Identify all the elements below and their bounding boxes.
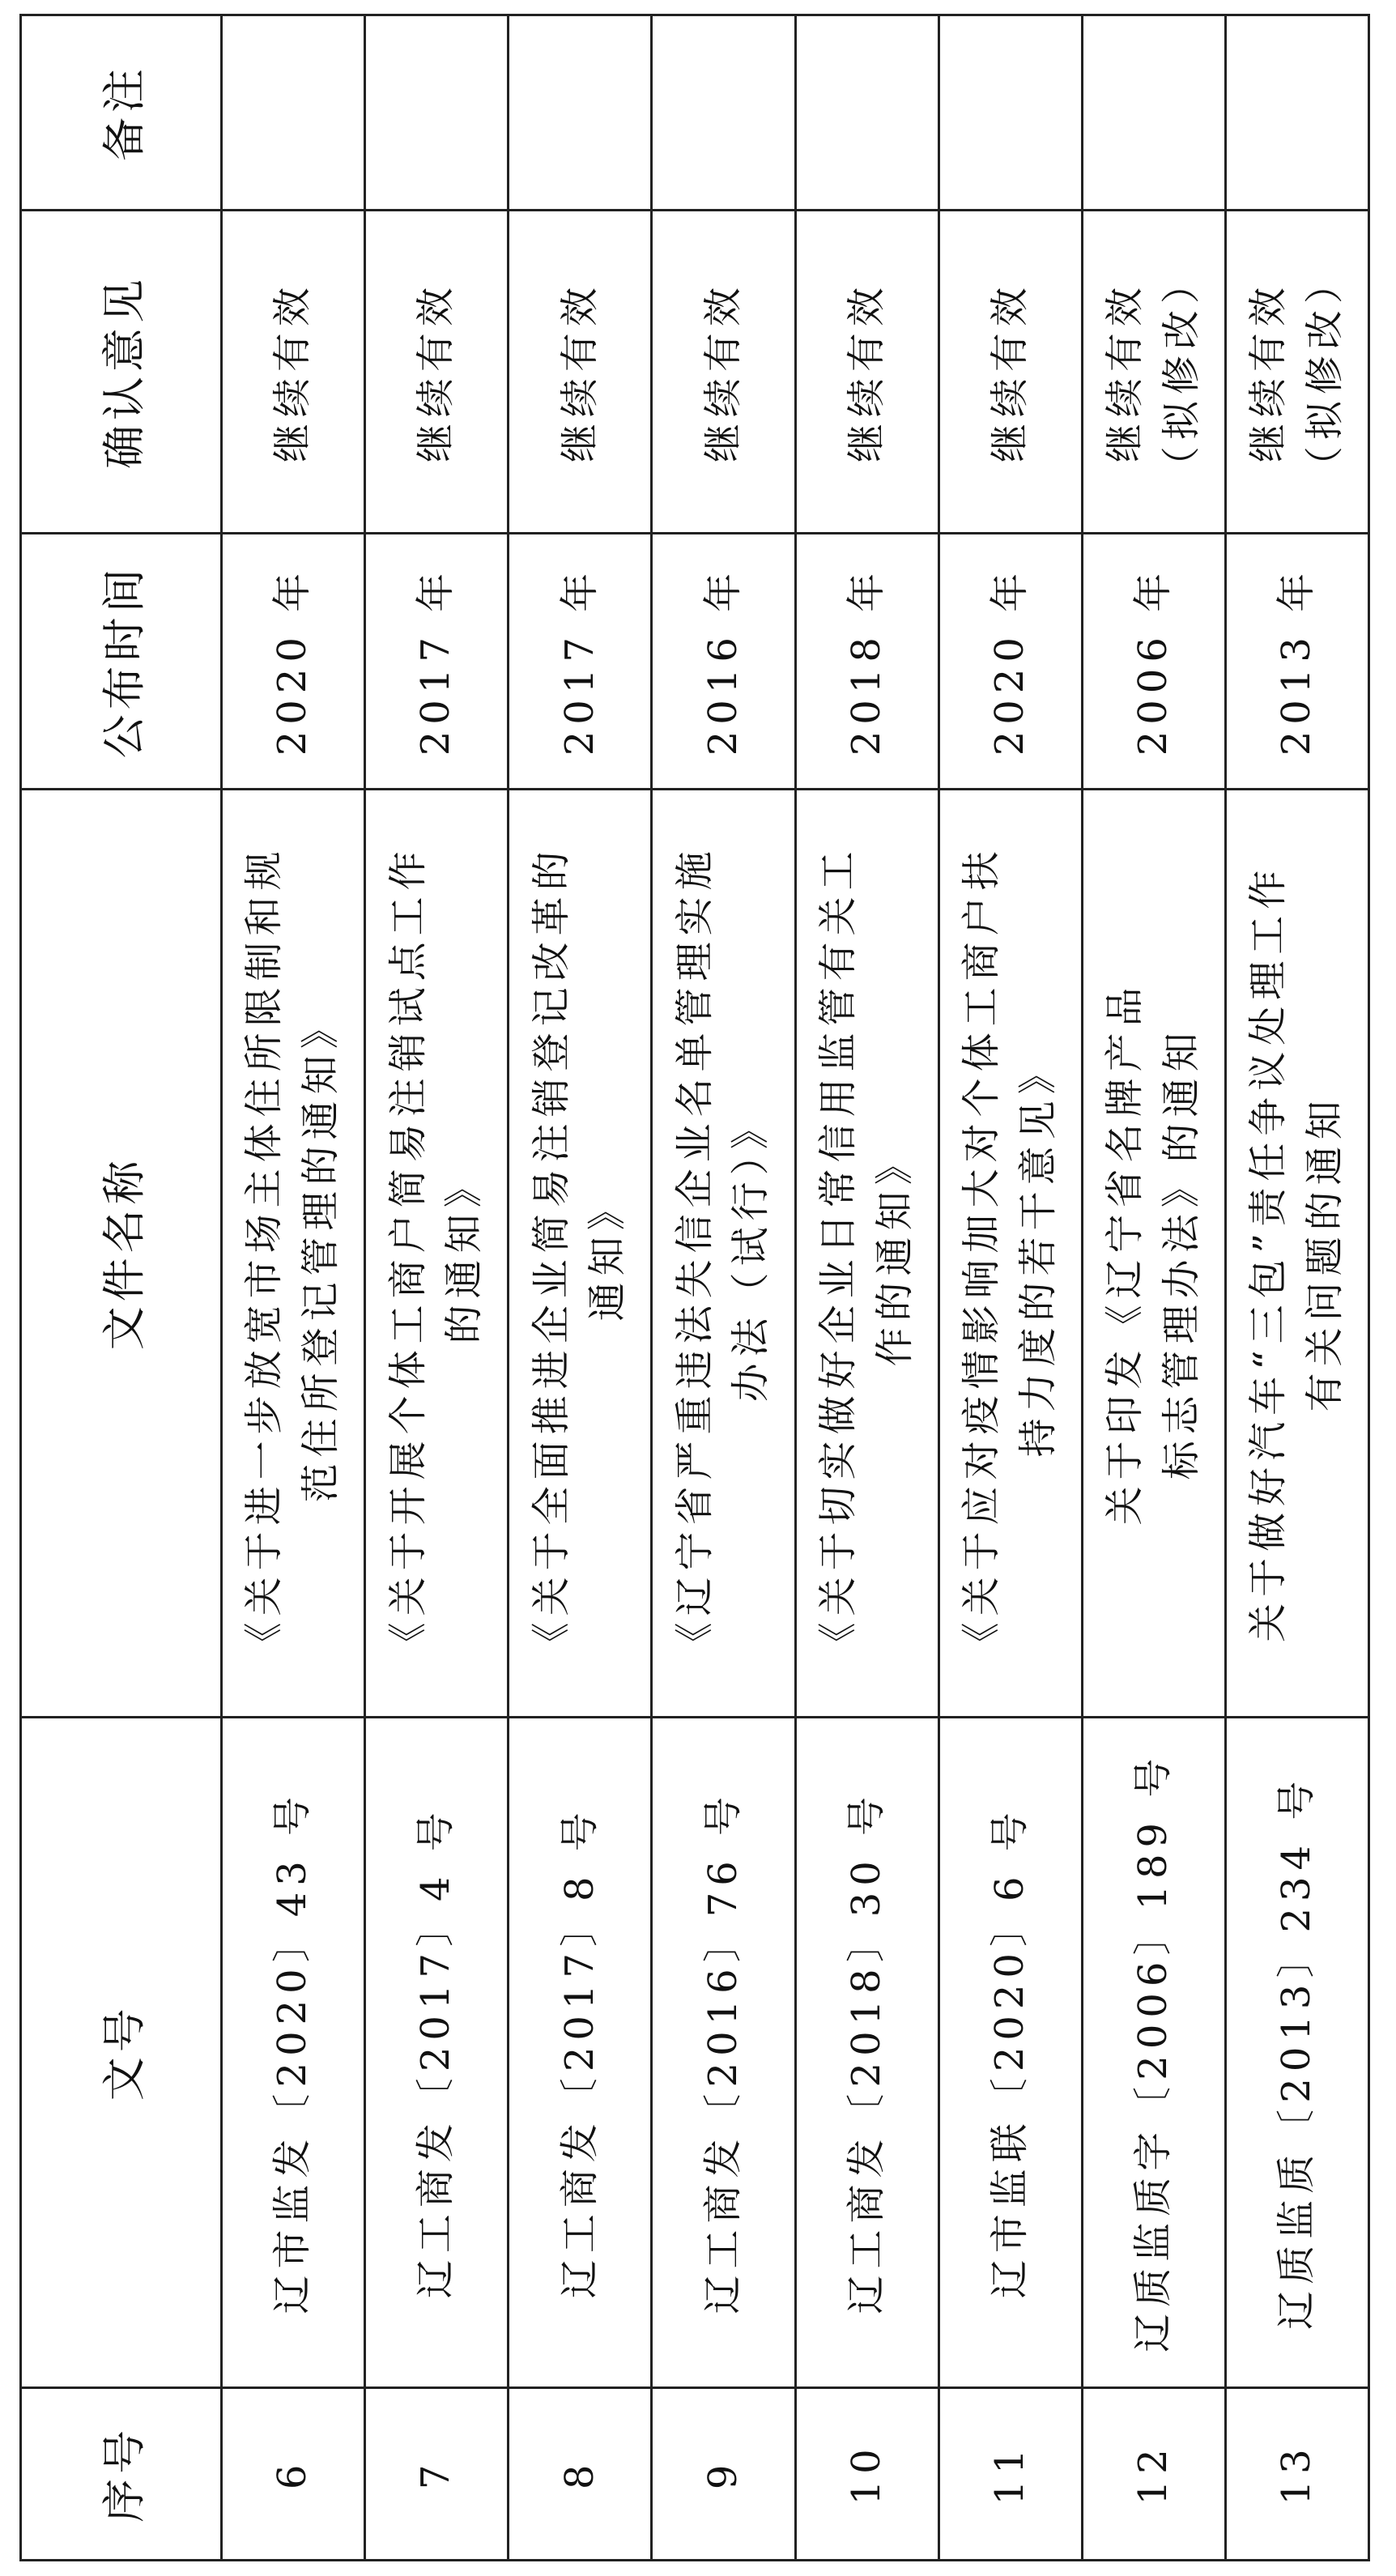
table-row [938,15,1082,2561]
cell-doc-no: 辽质监质〔2013〕234 号 [1225,1717,1368,2387]
cell-confirm: 继续有效 （拟修改） [1082,211,1225,534]
cell-publish-time: 2020 年 [938,534,1082,790]
cell-seq: 8 [509,2387,652,2560]
cell-confirm: 继续有效 （拟修改） [1225,211,1368,534]
cell-confirm: 继续有效 [509,211,652,534]
cell-publish-time: 2013 年 [1225,534,1368,790]
table-row [365,15,509,2561]
cell-confirm: 继续有效 [365,211,509,534]
cell-remark [795,15,938,211]
header-confirm: 确认意见 [21,211,222,534]
table-row [509,15,652,2561]
cell-remark [365,15,509,211]
cell-confirm: 继续有效 [222,211,365,534]
header-seq: 序号 [21,2387,222,2560]
cell-doc-no: 辽市监联〔2020〕6 号 [938,1717,1082,2387]
cell-publish-time: 2017 年 [365,534,509,790]
cell-doc-no: 辽质监质字〔2006〕189 号 [1082,1717,1225,2387]
cell-remark [509,15,652,211]
table-row [652,15,795,2561]
cell-seq: 9 [652,2387,795,2560]
cell-remark [222,15,365,211]
cell-remark [938,15,1082,211]
cell-publish-time: 2006 年 [1082,534,1225,790]
cell-publish-time: 2017 年 [509,534,652,790]
cell-seq: 12 [1082,2387,1225,2560]
header-remark: 备注 [21,15,222,211]
cell-confirm: 继续有效 [652,211,795,534]
cell-confirm: 继续有效 [938,211,1082,534]
cell-remark [1082,15,1225,211]
cell-doc-name: 《辽宁省严重违法失信企业名单管理实施 办法（试行）》 [652,789,795,1717]
table-row [795,15,938,2561]
cell-remark [652,15,795,211]
cell-doc-no: 辽工商发〔2017〕4 号 [365,1717,509,2387]
cell-seq: 11 [938,2387,1082,2560]
table-row [222,15,365,2561]
cell-seq: 7 [365,2387,509,2560]
cell-publish-time: 2018 年 [795,534,938,790]
cell-doc-name: 《关于进一步放宽市场主体住所限制和规 范住所登记管理的通知》 [222,789,365,1717]
header-doc-no: 文号 [21,1717,222,2387]
table-row [1225,15,1368,2561]
cell-remark [1225,15,1368,211]
cell-doc-no: 辽工商发〔2017〕8 号 [509,1717,652,2387]
cell-doc-name: 《关于切实做好企业日常信用监管有关工 作的通知》 [795,789,938,1717]
cell-doc-name: 关于印发《辽宁省名牌产品 标志管理办法》的通知 [1082,789,1225,1717]
cell-doc-no: 辽工商发〔2018〕30 号 [795,1717,938,2387]
cell-doc-name: 关于做好汽车“三包”责任争议处理工作 有关问题的通知 [1225,789,1368,1717]
cell-doc-no: 辽市监发〔2020〕43 号 [222,1717,365,2387]
cell-doc-name: 《关于全面推进企业简易注销登记改革的 通知》 [509,789,652,1717]
header-doc-name: 文件名称 [21,789,222,1717]
cell-doc-name: 《关于应对疫情影响加大对个体工商户扶 持力度的若干意见》 [938,789,1082,1717]
cell-publish-time: 2016 年 [652,534,795,790]
cell-seq: 10 [795,2387,938,2560]
cell-confirm: 继续有效 [795,211,938,534]
document-table [19,14,1370,2561]
table-header-row [21,15,222,2561]
cell-seq: 6 [222,2387,365,2560]
table-row [1082,15,1225,2561]
cell-doc-name: 《关于开展个体工商户简易注销试点工作 的通知》 [365,789,509,1717]
cell-publish-time: 2020 年 [222,534,365,790]
header-publish-time: 公布时间 [21,534,222,790]
cell-doc-no: 辽工商发〔2016〕76 号 [652,1717,795,2387]
cell-seq: 13 [1225,2387,1368,2560]
